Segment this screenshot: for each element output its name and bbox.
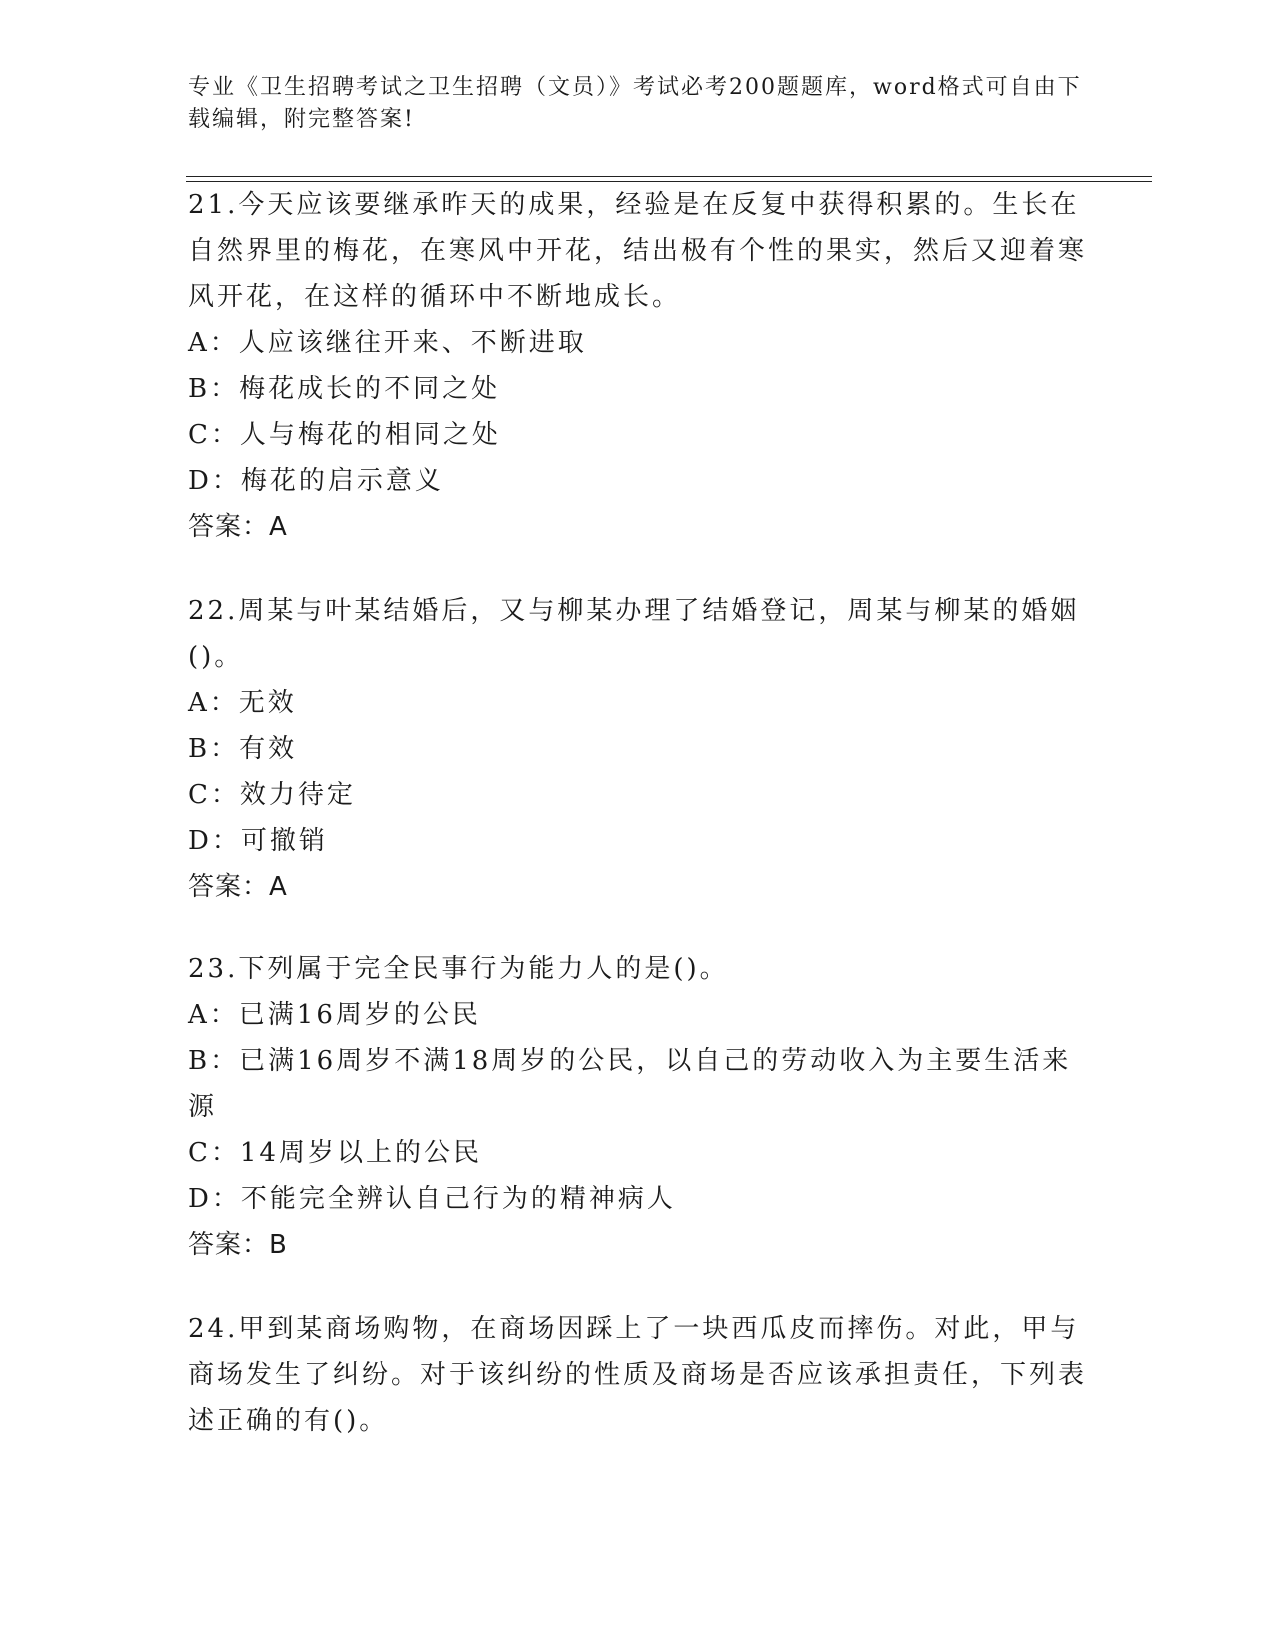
question-stem: 21.今天应该要继承昨天的成果，经验是在反复中获得积累的。生长在自然界里的梅花，在寒风中开花，结出极有个性的果实，然后又迎着寒风开花，在这样的循环中不断地成长。 (188, 190, 1088, 312)
option-d: D：可撤销 (188, 826, 328, 856)
answer: 答案：B (188, 1230, 288, 1260)
option-c: C：14周岁以上的公民 (188, 1138, 482, 1168)
answer: 答案：A (188, 512, 288, 542)
option-b: B：已满16周岁不满18周岁的公民，以自己的劳动收入为主要生活来源 (188, 1046, 1072, 1122)
question-stem: 24.甲到某商场购物，在商场因踩上了一块西瓜皮而摔伤。对此，甲与商场发生了纠纷。对于该纠纷的性质及商场是否应该承担责任，下列表述正确的有()。 (188, 1314, 1088, 1436)
option-a: A：已满16周岁的公民 (188, 1000, 481, 1030)
question-23 (188, 946, 1088, 1268)
question-21 (188, 182, 1088, 550)
answer: 答案：A (188, 872, 288, 902)
option-d: D：梅花的启示意义 (188, 466, 444, 496)
question-22 (188, 588, 1088, 910)
option-c: C：人与梅花的相同之处 (188, 420, 501, 450)
question-stem: 22.周某与叶某结婚后，又与柳某办理了结婚登记，周某与柳某的婚姻()。 (188, 596, 1080, 672)
option-d: D：不能完全辨认自己行为的精神病人 (188, 1184, 676, 1214)
document-header: 专业《卫生招聘考试之卫生招聘（文员）》考试必考200题题库，word格式可自由下载编辑，附完整答案! (188, 75, 1082, 132)
option-a: A：人应该继往开来、不断进取 (188, 328, 587, 358)
option-b: B：梅花成长的不同之处 (188, 374, 501, 404)
option-a: A：无效 (188, 688, 297, 718)
option-b: B：有效 (188, 734, 298, 764)
question-24 (188, 1306, 1088, 1444)
option-c: C：效力待定 (188, 780, 356, 810)
header-divider (186, 176, 1152, 177)
question-stem: 23.下列属于完全民事行为能力人的是()。 (188, 954, 729, 984)
